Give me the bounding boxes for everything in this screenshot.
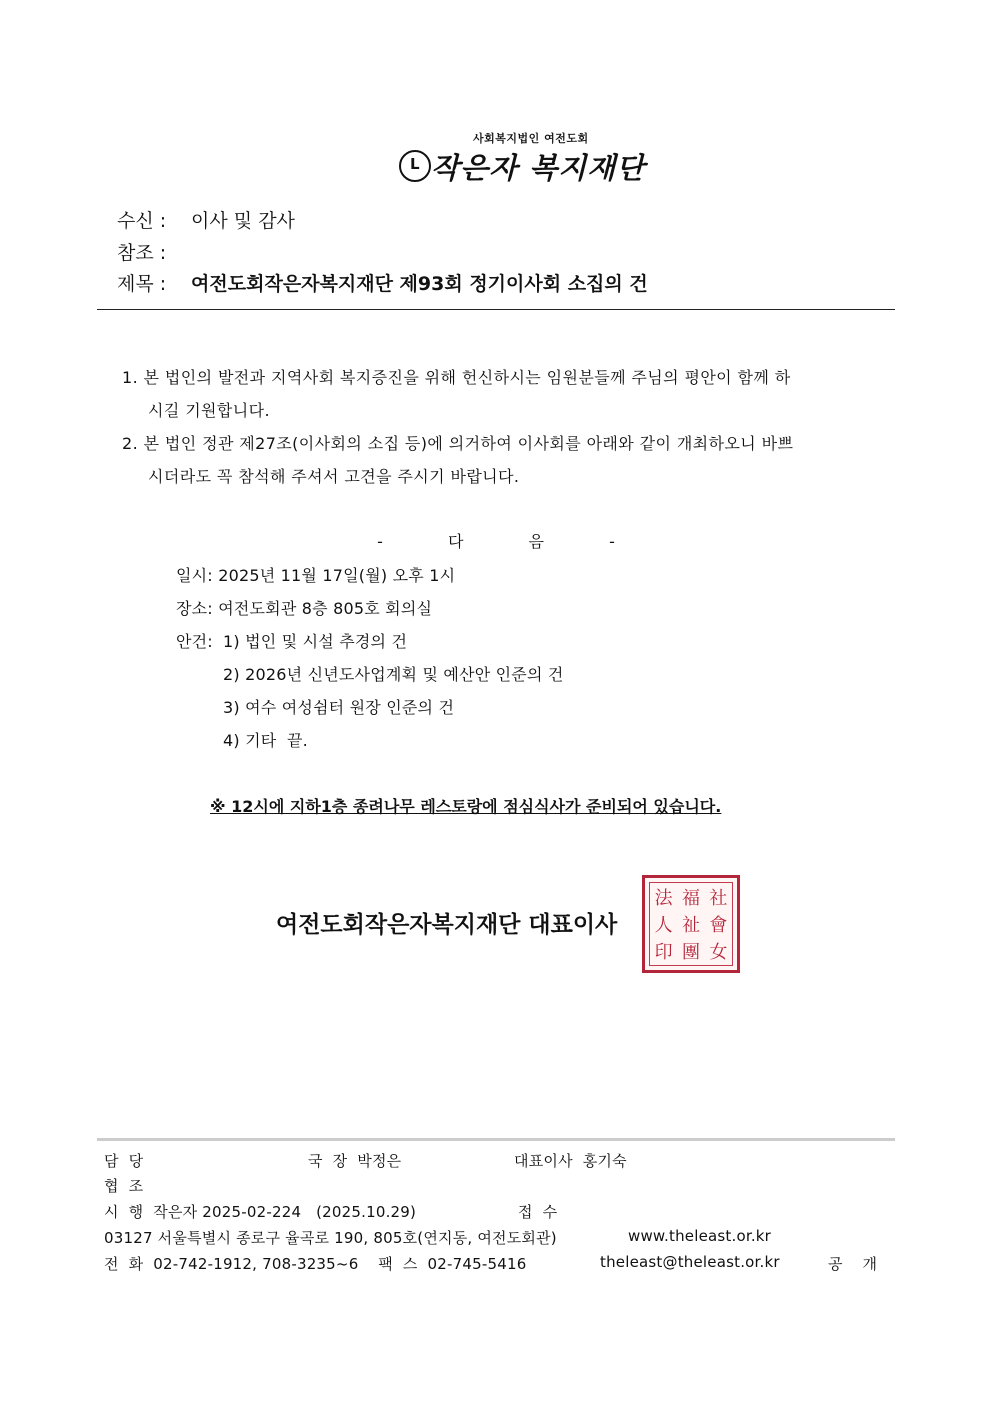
footer-disclosure: 공 개 [828, 1255, 878, 1273]
item1-line2: 시길 기원합니다. [148, 401, 270, 420]
footer-ceo: 대표이사 홍기숙 [514, 1152, 627, 1170]
subject-line [117, 269, 648, 296]
footer-cooperation: 협 조 [104, 1177, 144, 1195]
logo-org-main: 작은자 복지재단 [431, 151, 646, 185]
agenda-label: 안건: [176, 632, 213, 651]
agenda-item: 3) 여수 여성쉼터 원장 인준의 건 [223, 698, 455, 717]
footer-email: theleast@theleast.or.kr [600, 1253, 780, 1271]
datetime-line [176, 563, 455, 586]
footer-contact: 전 화 02-742-1912, 708-3235~6 팩 스 02-745-5416 [104, 1255, 527, 1273]
foundation-logo [395, 122, 646, 204]
lunch-note: ※ 12시에 지하1층 종려나무 레스토랑에 점심식사가 준비되어 있습니다. [210, 797, 722, 816]
footer-website: www.theleast.or.kr [628, 1227, 772, 1245]
place-line [176, 596, 432, 619]
item2-line1: 2. 본 법인 정관 제27조(이사회의 소집 등)에 의거하여 이사회를 아래와 같이 개최하오니 바쁘 [122, 434, 794, 453]
item2-line2: 시더라도 꼭 참석해 주셔서 고견을 주시기 바랍니다. [148, 467, 520, 486]
footer-director: 국 장 박정은 [308, 1152, 402, 1170]
signer-name: 여전도회작은자복지재단 대표이사 [276, 912, 618, 938]
footer-address: 03127 서울특별시 종로구 율곡로 190, 805호(연지동, 여전도회관) [104, 1229, 557, 1247]
reference-line [117, 238, 185, 265]
footer-manager: 담 당 [104, 1152, 144, 1170]
section-title: - 다 음 - [377, 532, 615, 551]
agenda-item: 2) 2026년 신년도사업계획 및 예산안 인준의 건 [223, 665, 564, 684]
logo-org-small: 사회복지법인 여전도회 [473, 132, 589, 145]
reference-label: 참조 : [117, 242, 167, 264]
recipient-label: 수신 : [117, 210, 167, 232]
item1-line1: 1. 본 법인의 발전과 지역사회 복지증진을 위해 헌신하시는 임원분들께 주님의 평안이 함께 하 [122, 368, 791, 387]
footer-divider [97, 1138, 895, 1141]
subject-value: 여전도회작은자복지재단 제93회 정기이사회 소집의 건 [191, 273, 648, 295]
place-label: 장소: [176, 599, 213, 618]
header-divider [97, 309, 895, 310]
recipient-line [117, 206, 295, 233]
agenda-item: 1) 법인 및 시설 추경의 건 [223, 632, 408, 651]
datetime-label: 일시: [176, 566, 213, 585]
recipient-value: 이사 및 감사 [191, 210, 295, 232]
footer-receipt: 접 수 [518, 1203, 558, 1221]
place-value: 여전도회관 8층 805호 회의실 [218, 599, 433, 618]
emblem-icon [399, 150, 431, 182]
agenda-item: 4) 기타 끝. [223, 731, 308, 750]
subject-label: 제목 : [117, 273, 167, 295]
datetime-value: 2025년 11월 17일(월) 오후 1시 [218, 566, 456, 585]
official-seal [642, 875, 740, 973]
footer-enforcement: 시 행 작은자 2025-02-224 (2025.10.29) [104, 1203, 417, 1221]
seal-pattern: 法 福 社 人 祉 會 印 團 女 [649, 882, 733, 966]
